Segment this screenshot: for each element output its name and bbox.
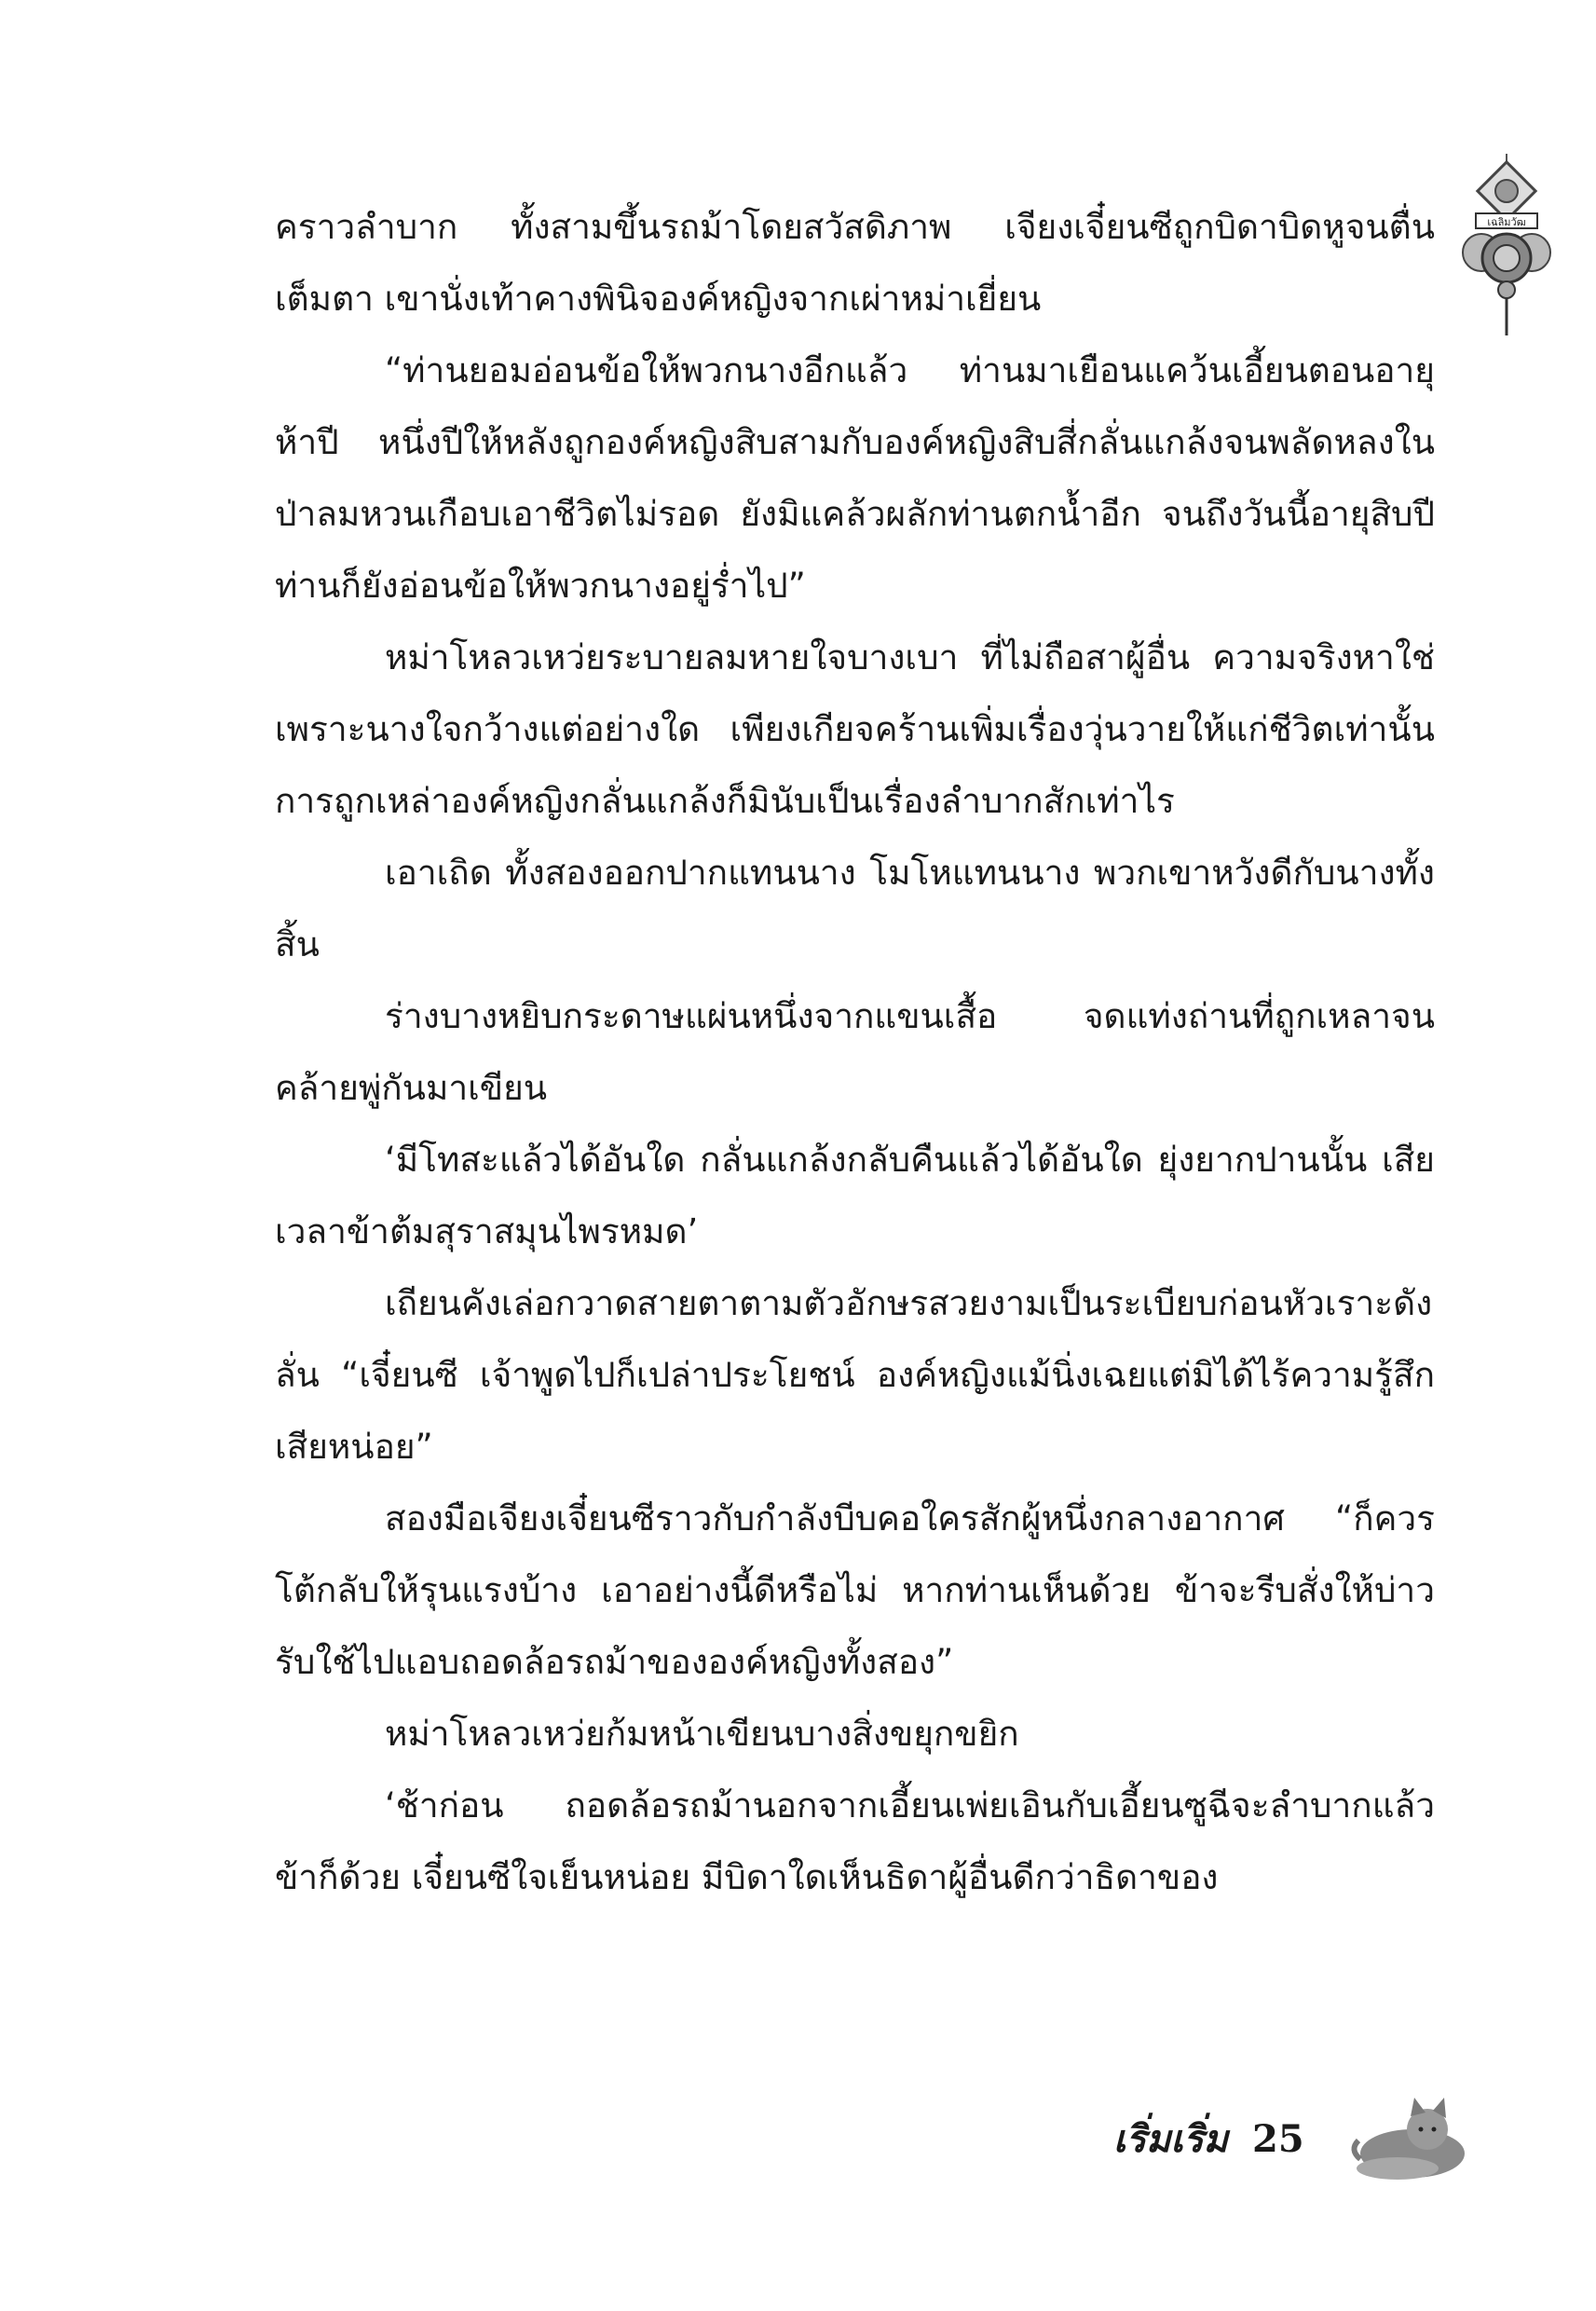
cat-icon	[1342, 2092, 1472, 2185]
paragraph: หม่าโหลวเหว่ยก้มหน้าเขียนบางสิ่งขยุกขยิก	[385, 1714, 1019, 1754]
paragraph: ‘มีโทสะแล้วได้อันใด กลั่นแกล้งกลับคืนแล้วได้อันใด ยุ่งยากปานนั้น เสียเวลาข้าต้มสุราสมุนไพรหมด’	[275, 1140, 1435, 1251]
paragraph: ร่างบางหยิบกระดาษแผ่นหนึ่งจากแขนเสื้อ จดแท่งถ่านที่ถูกเหลาจนคล้ายพู่กันมาเขียน	[275, 996, 1435, 1108]
footer-book-title: เริ่มเริ่ม	[1113, 2117, 1229, 2161]
paragraph: “ท่านยอมอ่อนข้อให้พวกนางอีกแล้ว ท่านมาเยือนแคว้นเอี้ยนตอนอายุห้าปี หนึ่งปีให้หลังถูกองค์หญิงสิบสามกับองค์หญิงสิบสี่กลั่นแกล้งจนพลัดหลงในป่าลมหวนเกือบเอาชีวิตไม่รอด ยังมิแคล้วผลักท่านตกน้ำอีก จนถึงวันนี้อายุสิบปี ท่านก็ยังอ่อนข้อให้พวกนางอยู่ร่ำไป”	[275, 350, 1435, 606]
body-text	[275, 191, 1435, 1913]
paragraph: คราวลำบาก ทั้งสามขึ้นรถม้าโดยสวัสดิภาพ เจียงเจี๋ยนซีถูกบิดาบิดหูจนตื่นเต็มตา เขานั่งเท้าคางพินิจองค์หญิงจากเผ่าหม่าเยี่ยน	[275, 207, 1435, 319]
paragraph: หม่าโหลวเหว่ยระบายลมหายใจบางเบา ที่ไม่ถือสาผู้อื่น ความจริงหาใช่เพราะนางใจกว้างแต่อย่างใด เพียงเกียจคร้านเพิ่มเรื่องวุ่นวายให้แก่ชีวิตเท่านั้น การถูกเหล่าองค์หญิงกลั่นแกล้งก็มินับเป็นเรื่องลำบากสักเท่าไร	[275, 637, 1435, 821]
paragraph: สองมือเจียงเจี๋ยนซีราวกับกำลังบีบคอใครสักผู้หนึ่งกลางอากาศ “ก็ควรโต้กลับให้รุนแรงบ้าง เอาอย่างนี้ดีหรือไม่ หากท่านเห็นด้วย ข้าจะรีบสั่งให้บ่าวรับใช้ไปแอบถอดล้อรถม้าขององค์หญิงทั้งสอง”	[275, 1498, 1435, 1682]
ornament-label: เฉลิมวัฒ	[1487, 216, 1526, 228]
page-number: 25	[1252, 2116, 1304, 2161]
paragraph: เอาเถิด ทั้งสองออกปากแทนนาง โมโหแทนนาง พวกเขาหวังดีกับนางทั้งสิ้น	[275, 853, 1435, 964]
chinese-knot-ornament-icon	[1455, 154, 1558, 340]
paragraph: เถียนคังเล่อกวาดสายตาตามตัวอักษรสวยงามเป็นระเบียบก่อนหัวเราะดังลั่น “เจี๋ยนซี เจ้าพูดไปก็เปล่าประโยชน์ องค์หญิงแม้นิ่งเฉยแต่มิได้ไร้ความรู้สึกเสียหน่อย”	[275, 1283, 1435, 1467]
paragraph: ‘ช้าก่อน ถอดล้อรถม้านอกจากเอี้ยนเพ่ยเอินกับเอี้ยนซูฉีจะลำบากแล้ว ข้าก็ด้วย เจี๋ยนซีใจเย็นหน่อย มีบิดาใดเห็นธิดาผู้อื่นดีกว่าธิดาของ	[275, 1785, 1435, 1897]
page-footer	[1113, 2087, 1472, 2190]
